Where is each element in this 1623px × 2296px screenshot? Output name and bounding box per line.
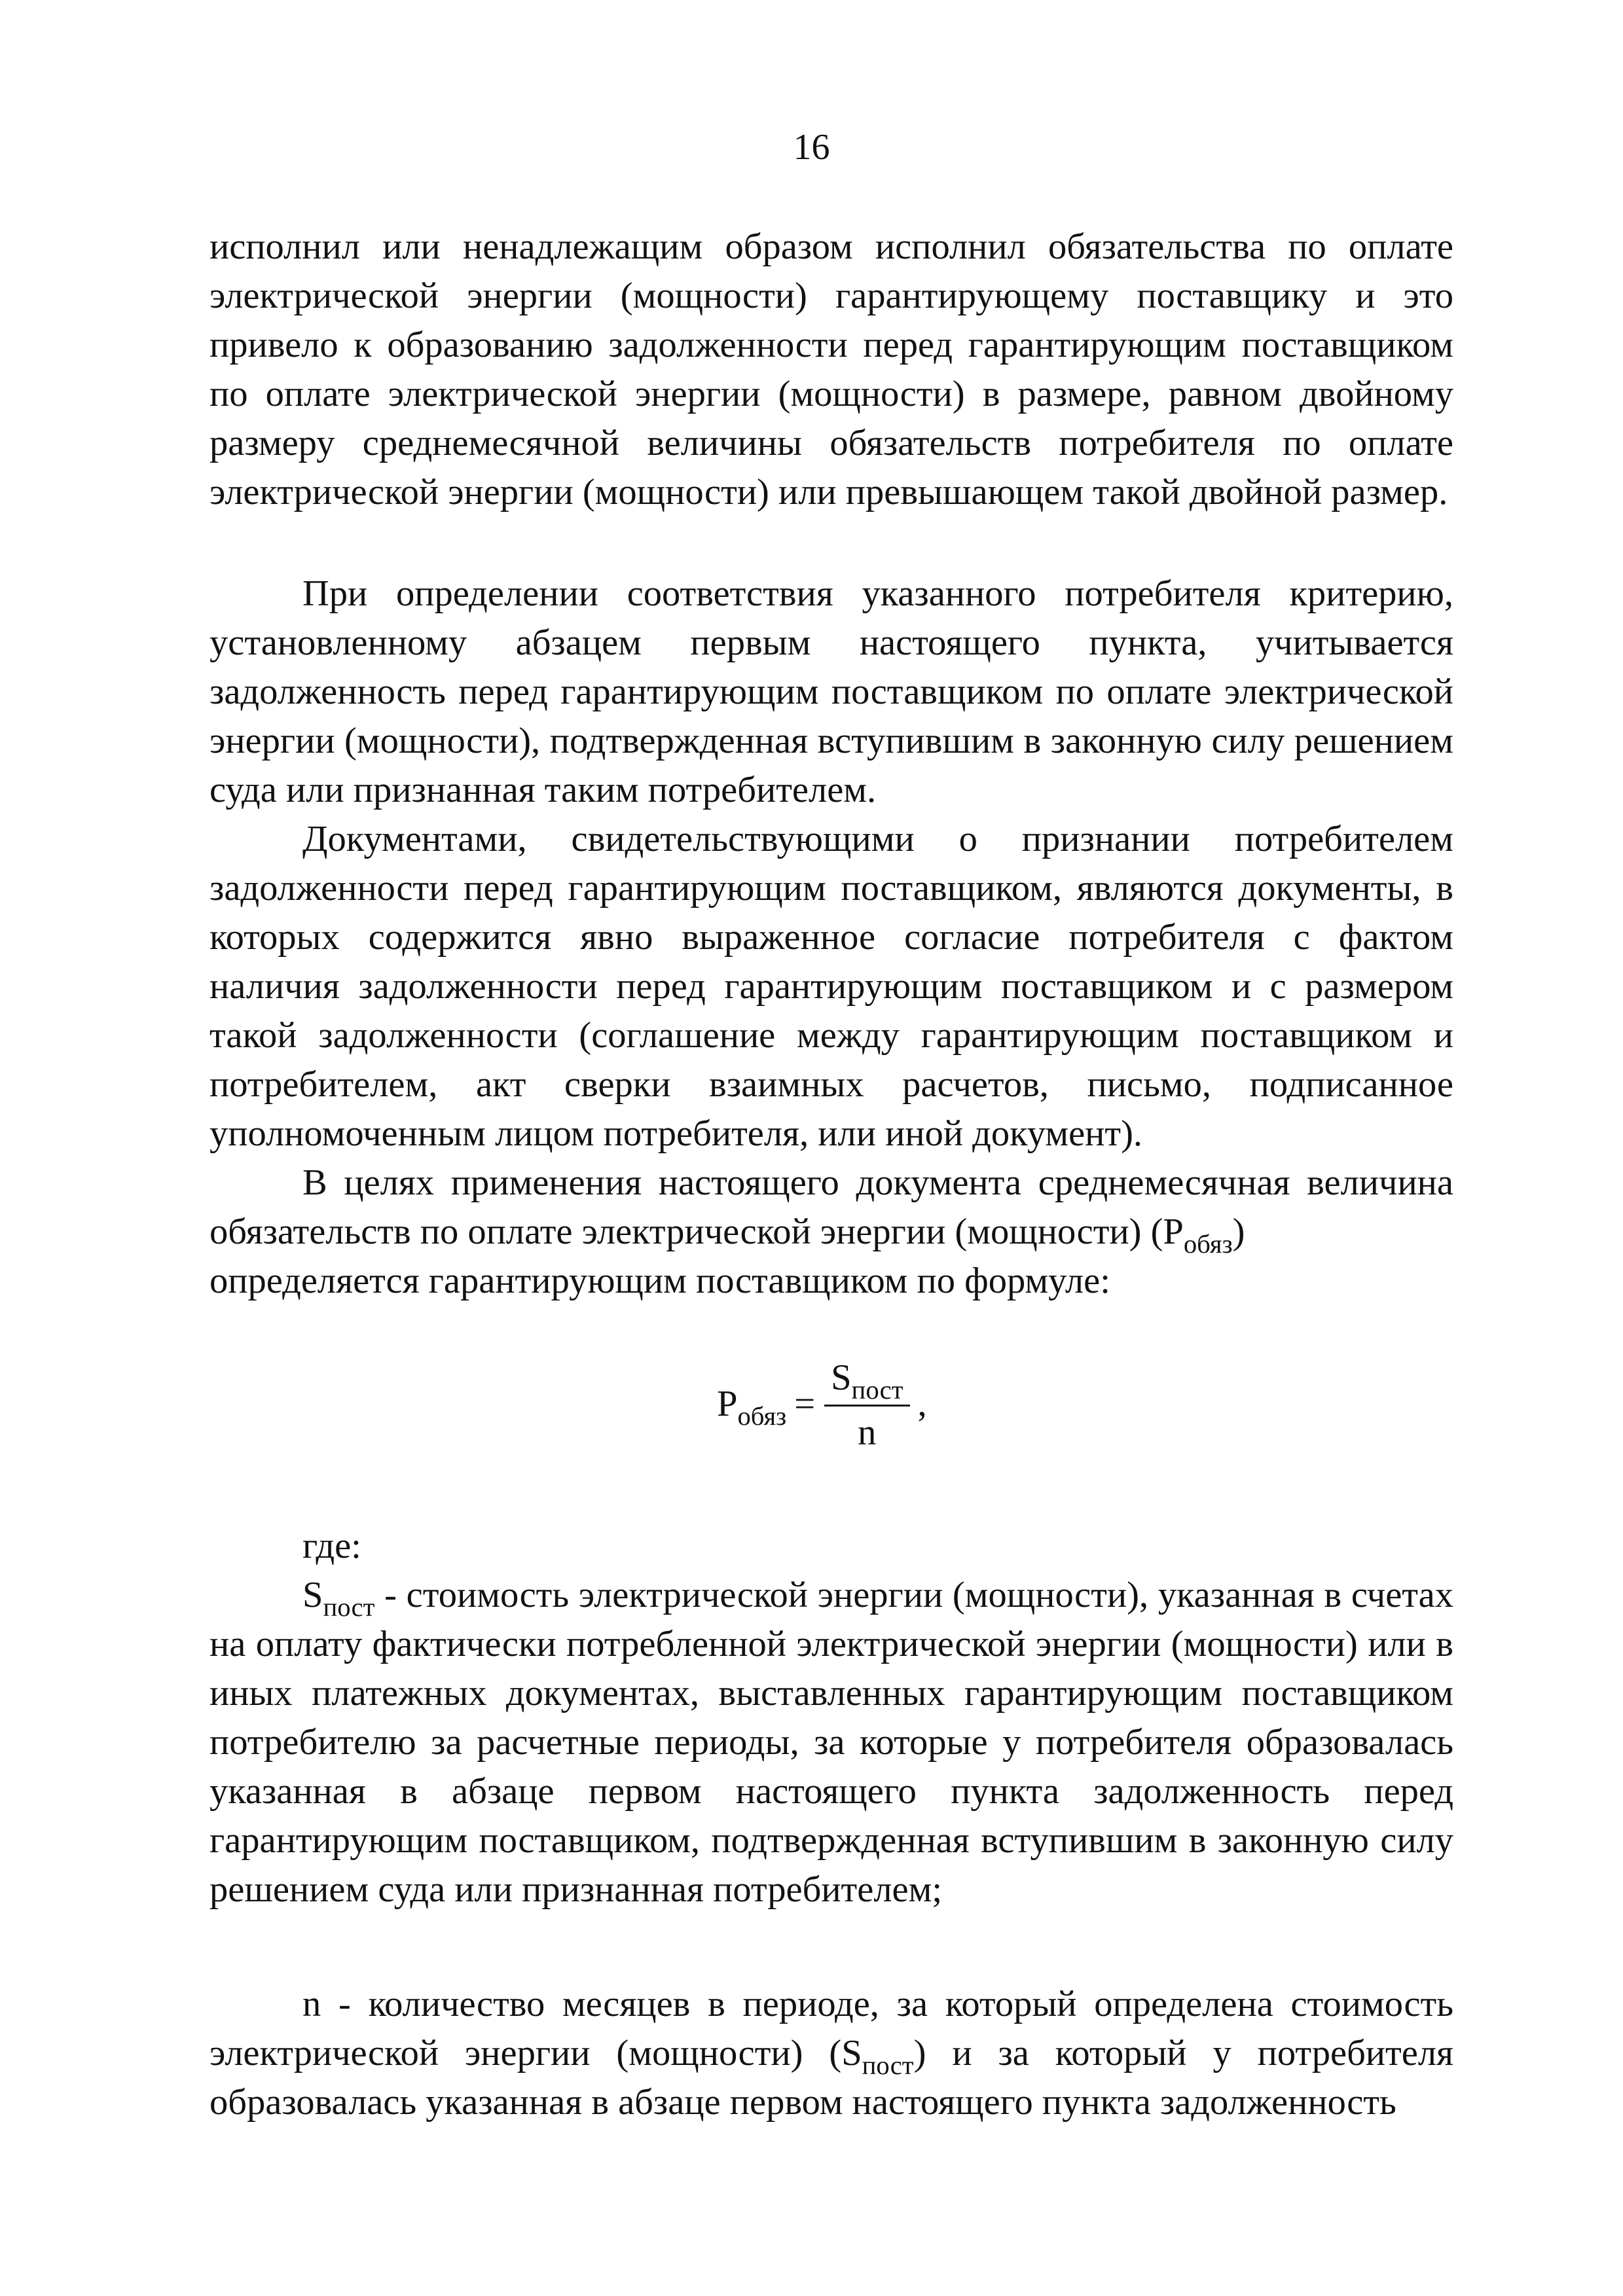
paragraph-4-text: [210, 1158, 1453, 1257]
definition-n: [210, 1980, 1453, 2127]
paragraph-1-text: исполнил или ненадлежащим образом исполнил обязательства по оплате электрической энергии (мощности) гарантирующему поставщику и это привело к образованию задолженности перед гарантирующим поставщиком по оплате электрической энергии (мощности) в размере, равном двойному размеру среднемесячной величины обязательств потребителя по оплате электрической энергии (мощности) или превышающем такой двойной размер.: [210, 226, 1453, 512]
paragraph-2-text: При определении соответствия указанного потребителя критерию, установленному абзацем первым настоящего пункта, учитывается задолженность перед гарантирующим поставщиком по оплате электрической энергии (мощности), подтвержденная вступившим в законную силу решением суда или признанная таким потребителем.: [210, 573, 1453, 810]
paragraph-formula-intro: [210, 1158, 1453, 1306]
formula-numerator-subscript: пост: [851, 1375, 903, 1405]
paragraph-4-end: определяется гарантирующим поставщиком по формуле:: [210, 1261, 1110, 1301]
formula-lhs-symbol: P: [717, 1383, 738, 1424]
paragraph-4-close: ): [1232, 1211, 1245, 1252]
definition-2-text: [210, 1980, 1453, 2127]
paragraph-3-text: Документами, свидетельствующими о признании потребителем задолженности перед гарантирующим поставщиком, являются документы, в которых содержится явно выраженное согласие потребителя с фактом наличия задолженности перед гарантирующим поставщиком и с размером такой задолженности (соглашение между гарантирующим поставщиком и потребителем, акт сверки взаимных расчетов, письмо, подписанное уполномоченным лицом потребителя, или иной документ).: [210, 819, 1453, 1154]
formula-fraction: [824, 1355, 909, 1452]
definition-1-symbol: S: [302, 1575, 323, 1615]
definition-s-post: [210, 1571, 1453, 1914]
formula-equals: =: [794, 1383, 816, 1424]
definition-1-text: [210, 1571, 1453, 1914]
definition-2-start: n - количество месяцев в периоде, за который определена стоимость электрической энергии (мощности) (S: [210, 1984, 1453, 2073]
formula-lhs-subscript: обяз: [737, 1401, 787, 1431]
paragraph-debt-criterion: [210, 569, 1453, 815]
paragraph-debt-documents: [210, 815, 1453, 1158]
definition-2-end: ) и за который у потребителя образовалась указанная в абзаце первом настоящего пункта задолженность: [210, 2033, 1453, 2123]
paragraph-4-main: В целях применения настоящего документа среднемесячная величина обязательств по оплате электрической энергии (мощности) (P: [210, 1162, 1453, 1252]
definition-1-body: - стоимость электрической энергии (мощности), указанная в счетах на оплату фактически потребленной электрической энергии (мощности) или в иных платежных документах, выставленных гарантирующим поставщиком потребителю за расчетные периоды, за которые у потребителя образовалась указанная в абзаце первом настоящего пункта задолженность перед гарантирующим поставщиком, подтвержденная вступившим в законную силу решением суда или признанная потребителем;: [210, 1575, 1453, 1910]
formula-lhs: [717, 1383, 787, 1431]
definition-2-subscript: пост: [862, 2051, 914, 2081]
definition-1-subscript: пост: [323, 1592, 375, 1623]
where-label: где:: [302, 1526, 361, 1566]
paragraph-continuation: [210, 223, 1453, 517]
formula-numerator-symbol: S: [831, 1357, 852, 1398]
paragraph-4-subscript: обяз: [1183, 1229, 1233, 1259]
formula-numerator: [824, 1355, 909, 1407]
formula-row: [717, 1355, 927, 1452]
formula-comma: ,: [917, 1383, 927, 1424]
formula-block: [717, 1355, 927, 1505]
page-number: 16: [793, 127, 830, 168]
formula-denominator: n: [858, 1412, 877, 1453]
